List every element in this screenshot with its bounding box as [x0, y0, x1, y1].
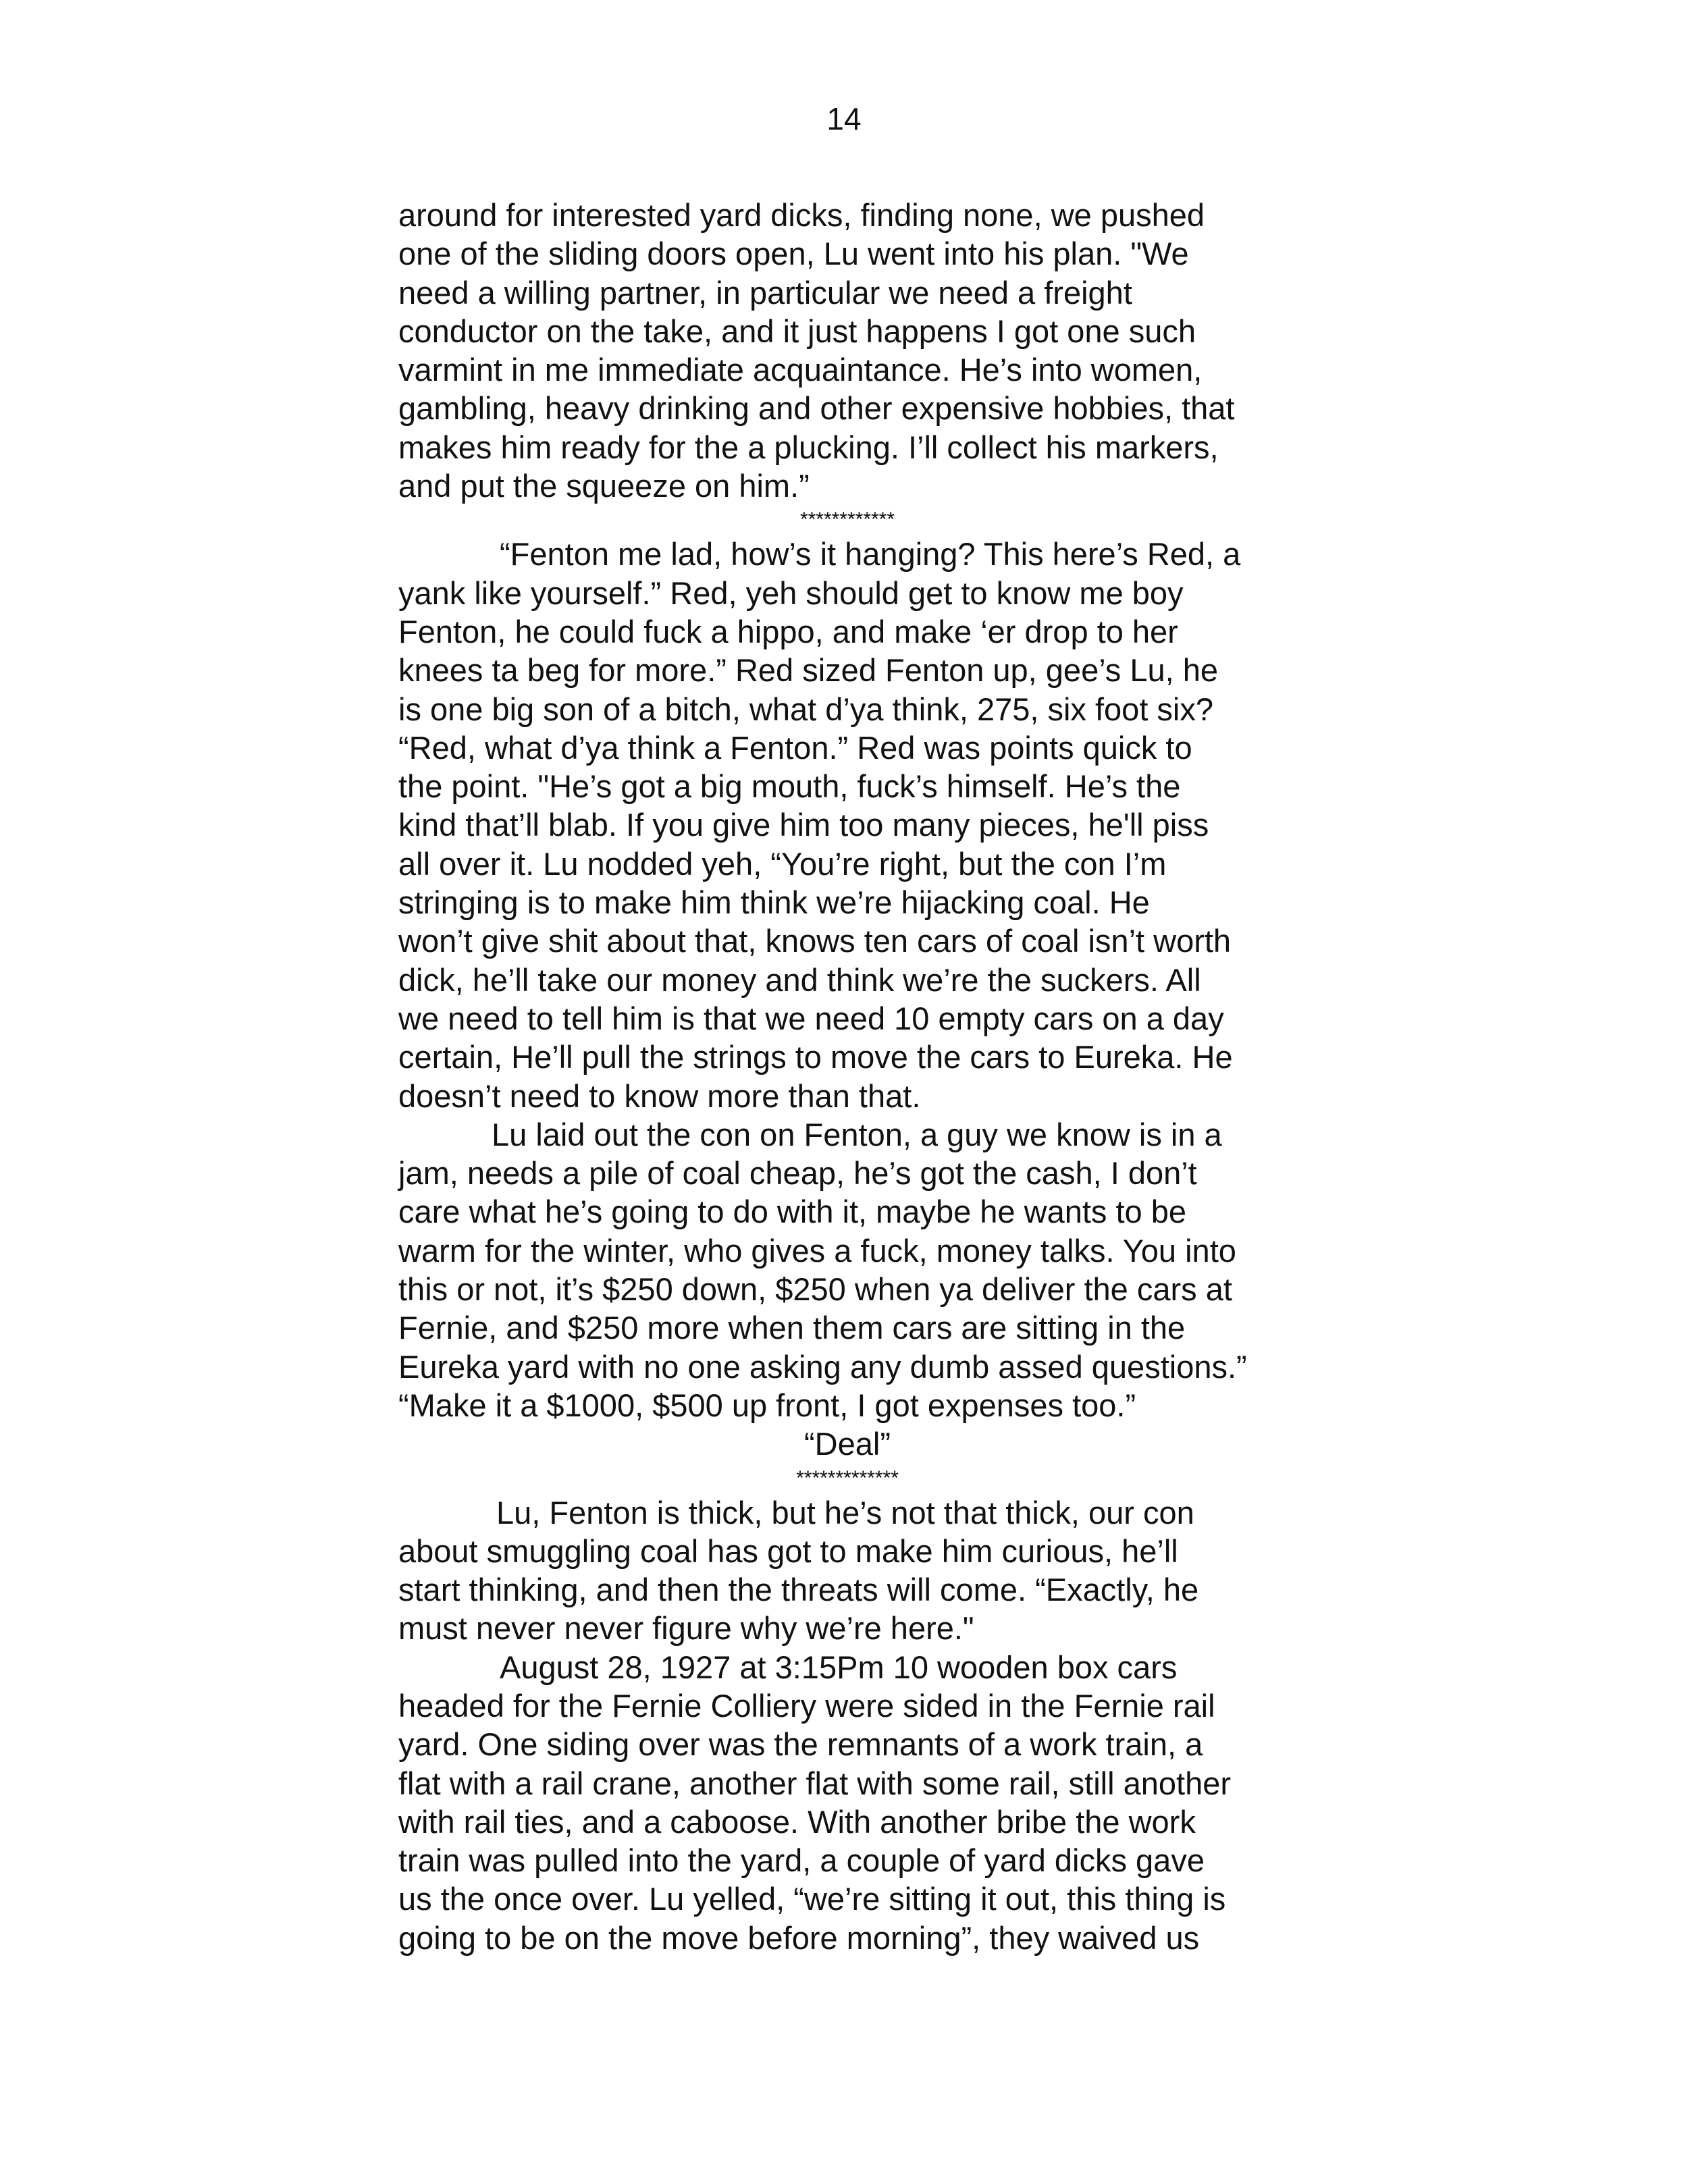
- text-line: this or not, it’s $250 down, $250 when ya deliver the cars at: [398, 1271, 1232, 1308]
- section-separator: ************: [799, 508, 895, 531]
- text-line: care what he’s going to do with it, maybe he wants to be: [398, 1194, 1186, 1230]
- text-line: and put the squeeze on him.”: [398, 468, 810, 504]
- text-line: “Make it a $1000, $500 up front, I got expenses too.”: [398, 1387, 1136, 1423]
- text-line: “Deal”: [804, 1426, 891, 1462]
- text-line: kind that’ll blab. If you give him too many pieces, he'll piss: [398, 807, 1209, 843]
- text-line: is one big son of a bitch, what d’ya think, 275, six foot six?: [398, 691, 1214, 727]
- text-line: “Red, what d’ya think a Fenton.” Red was points quick to: [398, 729, 1192, 766]
- text-line: flat with a rail crane, another flat with some rail, still another: [398, 1765, 1231, 1801]
- text-line: start thinking, and then the threats will come. “Exactly, he: [398, 1572, 1199, 1608]
- text-line: jam, needs a pile of coal cheap, he’s got the cash, I don’t: [398, 1155, 1197, 1192]
- text-line: about smuggling coal has got to make him curious, he’ll: [398, 1533, 1178, 1569]
- text-line: Lu, Fenton is thick, but he’s not that thick, our con: [496, 1494, 1194, 1530]
- text-line: stringing is to make him think we’re hijacking coal. He: [398, 884, 1150, 921]
- text-line: all over it. Lu nodded yeh, “You’re right, but the con I’m: [398, 845, 1167, 882]
- text-line: going to be on the move before morning”, they waived us: [398, 1919, 1200, 1956]
- text-line: yard. One siding over was the remnants of a work train, a: [398, 1726, 1203, 1763]
- text-line: headed for the Fernie Colliery were sided in the Fernie rail: [398, 1687, 1215, 1724]
- text-line: “Fenton me lad, how’s it hanging? This here’s Red, a: [500, 536, 1241, 572]
- text-line: us the once over. Lu yelled, “we’re sitting it out, this thing is: [398, 1881, 1226, 1917]
- text-line: makes him ready for the a plucking. I’ll collect his markers,: [398, 429, 1219, 465]
- text-line: doesn’t need to know more than that.: [398, 1077, 921, 1114]
- text-line: the point. "He’s got a big mouth, fuck’s himself. He’s the: [398, 768, 1181, 805]
- text-line: need a willing partner, in particular we need a freight: [398, 274, 1132, 311]
- text-line: August 28, 1927 at 3:15Pm 10 wooden box cars: [500, 1649, 1178, 1685]
- body-text: [398, 196, 1296, 1957]
- text-line: conductor on the take, and it just happens I got one such: [398, 313, 1196, 349]
- text-line: one of the sliding doors open, Lu went into his plan. "We: [398, 236, 1189, 272]
- page-number: 14: [826, 101, 862, 136]
- text-line: Lu laid out the con on Fenton, a guy we know is in a: [492, 1116, 1222, 1152]
- text-line: we need to tell him is that we need 10 empty cars on a day: [398, 1000, 1224, 1036]
- text-line: gambling, heavy drinking and other expensive hobbies, that: [398, 390, 1235, 427]
- text-line: warm for the winter, who gives a fuck, money talks. You into: [398, 1232, 1236, 1269]
- text-line: with rail ties, and a caboose. With another bribe the work: [398, 1803, 1196, 1840]
- text-line: Fernie, and $250 more when them cars are sitting in the: [398, 1310, 1186, 1346]
- text-line: certain, He’ll pull the strings to move the cars to Eureka. He: [398, 1039, 1233, 1075]
- text-line: knees ta beg for more.” Red sized Fenton up, gee’s Lu, he: [398, 652, 1219, 689]
- text-line: must never never figure why we’re here.": [398, 1610, 974, 1647]
- text-line: train was pulled into the yard, a couple of yard dicks gave: [398, 1842, 1205, 1879]
- text-line: around for interested yard dicks, finding none, we pushed: [398, 197, 1205, 233]
- text-line: dick, he’ll take our money and think we’re the suckers. All: [398, 961, 1201, 998]
- text-line: yank like yourself.” Red, yeh should get to know me boy: [398, 575, 1184, 611]
- section-separator: *************: [796, 1466, 899, 1489]
- text-line: Eureka yard with no one asking any dumb assed questions.”: [398, 1348, 1247, 1385]
- text-line: varmint in me immediate acquaintance. He’s into women,: [398, 352, 1203, 388]
- text-line: Fenton, he could fuck a hippo, and make ‘er drop to her: [398, 613, 1178, 649]
- text-line: won’t give shit about that, knows ten cars of coal isn’t worth: [398, 923, 1232, 959]
